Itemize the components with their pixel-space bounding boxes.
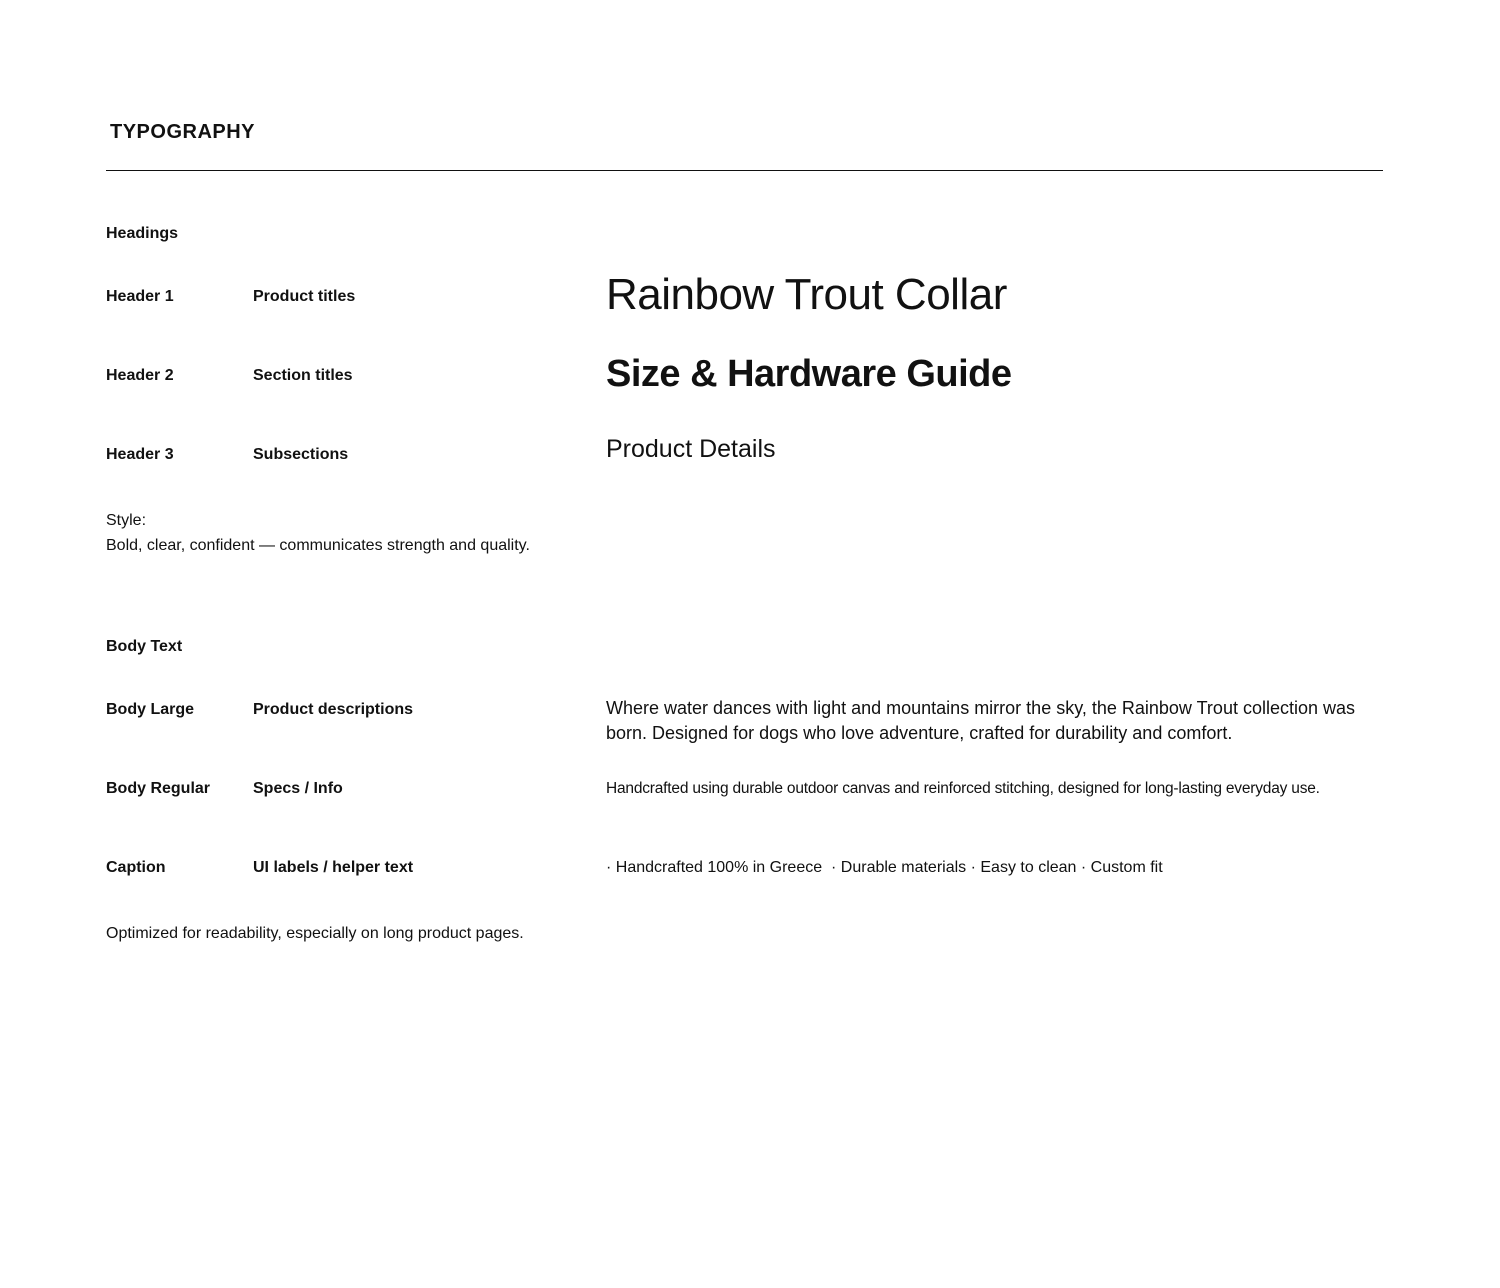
header2-sample: Size & Hardware Guide [606, 353, 1012, 395]
body-regular-sample: Handcrafted using durable outdoor canvas and reinforced stitching, designed for long-lasting everyday use. [606, 780, 1320, 797]
header1-sample: Rainbow Trout Collar [606, 270, 1007, 319]
header1-usage: Product titles [253, 288, 356, 305]
body-note: Optimized for readability, especially on long product pages. [106, 925, 524, 942]
body-regular-name: Body Regular [106, 780, 211, 797]
body-regular-usage: Specs / Info [253, 780, 343, 797]
body-section-label: Body Text [106, 638, 183, 655]
body-large-sample: Where water dances with light and mountains mirror the sky, the Rainbow Trout collection was born. Designed for dogs who love adventure, crafted for durability and comfort. [606, 698, 1356, 743]
headings-section-label: Headings [106, 225, 179, 242]
body-large-name: Body Large [106, 701, 195, 718]
header2-usage: Section titles [253, 367, 353, 384]
caption-name: Caption [106, 859, 166, 876]
caption-usage: UI labels / helper text [253, 859, 414, 876]
header2-name: Header 2 [106, 367, 174, 384]
style-label: Style: [106, 512, 147, 529]
header3-usage: Subsections [253, 446, 349, 463]
caption-sample: · Handcrafted 100% in Greece · Durable materials · Easy to clean · Custom fit [606, 859, 1163, 876]
header3-name: Header 3 [106, 446, 174, 463]
style-description: Bold, clear, confident — communicates strength and quality. [106, 537, 530, 554]
body-large-usage: Product descriptions [253, 701, 414, 718]
header1-name: Header 1 [106, 288, 174, 305]
page-title: TYPOGRAPHY [110, 121, 256, 143]
title-divider [106, 170, 1383, 171]
header3-sample: Product Details [606, 435, 776, 463]
